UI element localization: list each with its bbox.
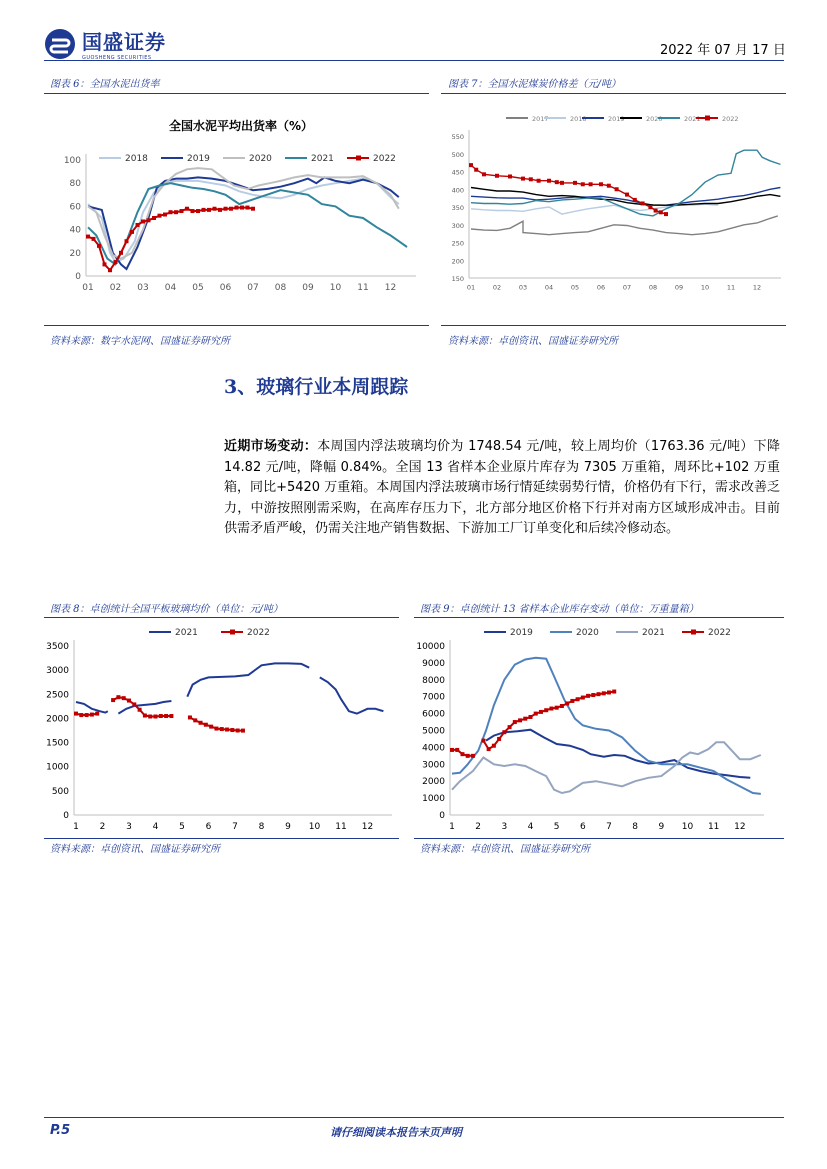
- data-point-2022: [116, 695, 120, 699]
- data-point-2022: [185, 207, 189, 211]
- x-tick-label: 06: [219, 283, 232, 293]
- x-tick-label: 05: [570, 283, 580, 292]
- data-point-2022: [460, 752, 464, 756]
- data-point-2022: [586, 694, 590, 698]
- legend-label: 2021: [684, 115, 701, 123]
- legend-label: 2021: [642, 628, 665, 638]
- y-tick-label: 60: [69, 202, 81, 213]
- y-tick-label: 6000: [422, 709, 445, 720]
- x-tick-label: 4: [152, 822, 159, 832]
- data-point-2022: [174, 210, 178, 214]
- data-point-2022: [224, 207, 228, 211]
- x-tick-label: 5: [179, 822, 185, 832]
- y-tick-label: 250: [451, 239, 464, 248]
- data-point-2022: [565, 701, 569, 705]
- data-point-2022: [235, 206, 239, 210]
- page-number: P.5: [50, 1123, 71, 1138]
- data-point-2022: [482, 172, 486, 176]
- data-point-2022: [158, 214, 162, 218]
- x-tick-label: 1: [449, 822, 455, 832]
- x-tick-label: 8: [258, 822, 265, 832]
- report-date: 2022 年 07 月 17 日: [660, 43, 786, 58]
- legend-label: 2021: [311, 154, 334, 164]
- x-tick-label: 03: [518, 283, 528, 292]
- x-tick-label: 12: [384, 283, 397, 293]
- data-point-2022: [497, 737, 501, 741]
- data-point-2022: [191, 209, 195, 213]
- data-point-2022: [474, 168, 478, 172]
- series-line-2021: [187, 663, 309, 696]
- legend-label: 2022: [708, 628, 731, 638]
- data-point-2022: [207, 208, 211, 212]
- y-tick-label: 0: [439, 811, 445, 821]
- series-line-2019: [88, 177, 399, 269]
- data-point-2022: [130, 230, 134, 234]
- fig8-source: 资料来源：卓创资讯、国盛证券研究所: [50, 844, 220, 855]
- section-body: 本周国内浮法玻璃均价为 1748.54 元/吨，较上周均价（1763.36 元/吨）下降 14.82 元/吨，降幅 0.84%。全国 13 省样本企业原片库存为 7305 万重箱，周环比+102 万重箱，同比+5420 万重箱。本周国内浮法玻璃市场行情延续弱势行情，价格仍有下行，需求改善乏力，中游按照刚需采购，在高库存压力下，北方部分地区价格下行并对南方区域形成冲击。目前供需矛盾严峻，仍需关注地产销售数据、下游加工厂订单变化和后续冷修动态。: [224, 439, 780, 536]
- header-rule: [44, 60, 784, 61]
- fig9-title: 图表 9：卓创统计 13 省样本企业库存变动（单位：万重量箱）: [420, 604, 699, 615]
- data-point-2022: [138, 708, 142, 712]
- data-point-2022: [95, 712, 99, 716]
- y-tick-label: 3500: [46, 642, 69, 652]
- data-point-2022: [141, 219, 145, 223]
- footer-rule: [44, 1117, 784, 1118]
- legend-label: 2021: [175, 628, 198, 638]
- fig8-bottom-rule: [44, 838, 399, 839]
- data-point-2022: [218, 208, 222, 212]
- legend-label: 2018: [570, 115, 587, 123]
- section-lead: 近期市场变动：: [224, 439, 318, 454]
- data-point-2022: [85, 713, 89, 717]
- data-point-2022: [97, 244, 101, 248]
- y-tick-label: 3000: [422, 760, 445, 771]
- legend-label: 2022: [247, 628, 270, 638]
- y-tick-label: 4000: [422, 743, 445, 754]
- y-tick-label: 150: [451, 275, 464, 283]
- data-point-2022: [481, 739, 485, 743]
- x-tick-label: 10: [329, 283, 342, 293]
- fig9-bottom-rule: [414, 838, 784, 839]
- x-tick-label: 11: [707, 822, 720, 832]
- data-point-2022: [466, 754, 470, 758]
- data-point-2022: [521, 177, 525, 181]
- data-point-2022: [641, 201, 645, 205]
- x-tick-label: 7: [606, 822, 612, 832]
- data-point-2022: [136, 223, 140, 227]
- x-tick-label: 12: [734, 822, 746, 832]
- x-tick-label: 3: [501, 822, 508, 832]
- section-paragraph: [224, 437, 780, 540]
- data-point-2022: [90, 713, 94, 717]
- data-point-2022: [450, 748, 454, 752]
- data-point-2022: [202, 208, 206, 212]
- legend-marker: [705, 116, 710, 121]
- fig9-chart: [414, 622, 784, 837]
- series-line-2021: [320, 677, 384, 713]
- series-line-2022: [471, 165, 666, 214]
- y-tick-label: 450: [451, 168, 464, 177]
- y-tick-label: 80: [69, 179, 81, 190]
- x-tick-label: 03: [137, 283, 149, 293]
- data-point-2022: [513, 720, 517, 724]
- y-tick-label: 550: [451, 133, 464, 141]
- y-tick-label: 9000: [422, 658, 445, 669]
- data-point-2022: [471, 754, 475, 758]
- y-tick-label: 500: [451, 150, 464, 159]
- series-line-2021: [118, 701, 171, 714]
- y-tick-label: 0: [75, 272, 81, 282]
- x-tick-label: 04: [544, 283, 554, 292]
- data-point-2022: [607, 690, 611, 694]
- data-point-2022: [125, 239, 129, 243]
- data-point-2022: [92, 237, 96, 241]
- data-point-2022: [654, 209, 658, 213]
- data-point-2022: [529, 177, 533, 181]
- data-point-2022: [159, 714, 163, 718]
- y-tick-label: 500: [51, 786, 69, 797]
- y-tick-label: 100: [63, 156, 81, 166]
- data-point-2022: [220, 727, 224, 731]
- fig7-bottom-rule: [441, 325, 786, 326]
- y-tick-label: 1000: [422, 794, 445, 805]
- data-point-2022: [547, 179, 551, 183]
- data-point-2022: [169, 714, 173, 718]
- data-point-2022: [143, 714, 147, 718]
- x-tick-label: 07: [622, 283, 632, 292]
- x-tick-label: 3: [126, 822, 132, 832]
- data-point-2022: [508, 725, 512, 729]
- data-point-2022: [573, 181, 577, 185]
- fig6-title: 图表 6：全国水泥出货率: [50, 79, 160, 90]
- data-point-2022: [607, 184, 611, 188]
- x-tick-label: 01: [82, 283, 94, 293]
- fig7-title: 图表 7：全国水泥煤炭价格差（元/吨）: [448, 79, 621, 90]
- data-point-2022: [148, 714, 152, 718]
- x-tick-label: 12: [752, 283, 762, 292]
- fig6-chart: [44, 100, 429, 320]
- data-point-2022: [79, 713, 83, 717]
- data-point-2022: [188, 715, 192, 719]
- data-point-2022: [74, 712, 78, 716]
- x-tick-label: 12: [361, 822, 374, 832]
- data-point-2022: [555, 180, 559, 184]
- data-point-2022: [495, 174, 499, 178]
- legend-label: 2017: [532, 115, 549, 123]
- y-tick-label: 400: [451, 186, 464, 195]
- data-point-2022: [560, 704, 564, 708]
- data-point-2022: [164, 714, 168, 718]
- fig6-source: 资料来源：数字水泥网、国盛证券研究所: [50, 336, 230, 347]
- y-tick-label: 300: [451, 221, 464, 230]
- data-point-2022: [469, 163, 473, 167]
- data-point-2022: [111, 698, 115, 702]
- data-point-2022: [589, 182, 593, 186]
- data-point-2022: [103, 262, 107, 266]
- data-point-2022: [152, 216, 156, 220]
- y-tick-label: 20: [69, 248, 81, 259]
- legend-label: 2022: [722, 115, 739, 123]
- data-point-2022: [236, 729, 240, 733]
- x-tick-label: 02: [492, 283, 502, 292]
- x-tick-label: 11: [335, 822, 347, 832]
- data-point-2022: [534, 712, 538, 716]
- fig8-title: 图表 8：卓创统计全国平板玻璃均价（单位：元/吨）: [50, 604, 283, 615]
- data-point-2022: [225, 728, 229, 732]
- x-tick-label: 06: [596, 283, 606, 292]
- data-point-2022: [251, 207, 255, 211]
- legend-label: 2019: [608, 115, 625, 123]
- data-point-2022: [529, 715, 533, 719]
- y-tick-label: 1500: [46, 738, 69, 749]
- data-point-2022: [119, 251, 123, 255]
- fig8-chart: [44, 622, 399, 837]
- data-point-2022: [633, 198, 637, 202]
- x-tick-label: 02: [109, 283, 122, 293]
- x-tick-label: 10: [681, 822, 694, 832]
- y-tick-label: 5000: [422, 726, 445, 737]
- data-point-2022: [570, 699, 574, 703]
- series-line-2017: [471, 216, 778, 235]
- series-line-2018: [471, 204, 718, 214]
- legend-marker: [356, 156, 361, 161]
- y-tick-label: 3000: [46, 666, 69, 677]
- fig9-top-rule: [414, 617, 784, 618]
- data-point-2022: [132, 702, 136, 706]
- x-tick-label: 6: [205, 822, 212, 832]
- data-point-2022: [648, 205, 652, 209]
- data-point-2022: [241, 729, 245, 733]
- data-point-2022: [518, 718, 522, 722]
- series-line-2021: [471, 150, 780, 216]
- data-point-2022: [659, 210, 663, 214]
- y-tick-label: 1000: [46, 762, 69, 773]
- x-tick-label: 01: [466, 283, 476, 292]
- data-point-2022: [612, 690, 616, 694]
- legend-label: 2020: [249, 154, 272, 164]
- fig9-source: 资料来源：卓创资讯、国盛证券研究所: [420, 844, 590, 855]
- data-point-2022: [492, 744, 496, 748]
- x-tick-label: 8: [632, 822, 639, 832]
- logo: [44, 26, 166, 61]
- data-point-2022: [537, 179, 541, 183]
- legend-label: 2022: [373, 154, 396, 164]
- data-point-2022: [230, 728, 234, 732]
- legend-label: 2018: [125, 154, 148, 164]
- x-tick-label: 9: [285, 822, 291, 832]
- data-point-2022: [539, 710, 543, 714]
- data-point-2022: [487, 747, 491, 751]
- fig8-top-rule: [44, 617, 399, 618]
- data-point-2022: [523, 717, 527, 721]
- legend-label: 2020: [576, 628, 599, 638]
- data-point-2022: [108, 268, 112, 272]
- y-tick-label: 2500: [46, 690, 69, 701]
- data-point-2022: [114, 260, 118, 264]
- fig6-bottom-rule: [44, 325, 429, 326]
- fig7-chart: [441, 108, 786, 298]
- data-point-2022: [204, 723, 208, 727]
- y-tick-label: 40: [69, 225, 81, 236]
- data-point-2022: [180, 209, 184, 213]
- data-point-2022: [625, 193, 629, 197]
- fig7-top-rule: [441, 93, 786, 94]
- data-point-2022: [502, 730, 506, 734]
- series-line-2021: [76, 702, 108, 713]
- x-tick-label: 1: [73, 822, 79, 832]
- x-tick-label: 08: [274, 283, 287, 293]
- data-point-2022: [544, 708, 548, 712]
- data-point-2022: [240, 206, 244, 210]
- chart-title: 全国水泥平均出货率（%）: [168, 119, 314, 133]
- x-tick-label: 7: [232, 822, 238, 832]
- x-tick-label: 09: [674, 283, 684, 292]
- data-point-2022: [599, 182, 603, 186]
- x-tick-label: 9: [658, 822, 665, 832]
- data-point-2022: [229, 207, 233, 211]
- data-point-2022: [147, 218, 151, 222]
- section-title: 3、玻璃行业本周跟踪: [224, 376, 409, 398]
- y-tick-label: 7000: [422, 692, 445, 703]
- data-point-2022: [214, 727, 218, 731]
- legend-label: 2019: [510, 628, 533, 638]
- logo-mark-icon: [44, 28, 76, 60]
- data-point-2022: [602, 691, 606, 695]
- data-point-2022: [576, 697, 580, 701]
- data-point-2022: [508, 174, 512, 178]
- x-tick-label: 11: [357, 283, 369, 293]
- y-tick-label: 2000: [422, 777, 445, 788]
- x-tick-label: 6: [579, 822, 586, 832]
- data-point-2022: [555, 706, 559, 710]
- legend-label: 2019: [187, 154, 210, 164]
- x-tick-label: 09: [302, 283, 314, 293]
- data-point-2022: [169, 210, 173, 214]
- series-line-2021: [452, 742, 761, 793]
- footer-disclaimer: 请仔细阅读本报告末页声明: [330, 1126, 462, 1139]
- fig6-top-rule: [44, 93, 429, 94]
- data-point-2022: [199, 721, 203, 725]
- x-tick-label: 11: [726, 283, 736, 292]
- data-point-2022: [86, 235, 90, 239]
- x-tick-label: 08: [648, 283, 658, 292]
- data-point-2022: [163, 213, 167, 217]
- data-point-2022: [154, 714, 158, 718]
- y-tick-label: 10000: [416, 642, 445, 652]
- data-point-2022: [560, 181, 564, 185]
- x-tick-label: 07: [247, 283, 259, 293]
- data-point-2022: [664, 212, 668, 216]
- legend-label: 2020: [646, 115, 663, 123]
- legend-marker: [691, 630, 696, 635]
- y-tick-label: 0: [63, 811, 69, 821]
- data-point-2022: [455, 748, 459, 752]
- y-tick-label: 350: [451, 204, 464, 212]
- data-point-2022: [196, 209, 200, 213]
- series-line-2022: [88, 208, 253, 271]
- y-tick-label: 8000: [422, 675, 445, 686]
- data-point-2022: [246, 206, 250, 210]
- data-point-2022: [549, 707, 553, 711]
- data-point-2022: [615, 187, 619, 191]
- legend-marker: [230, 630, 235, 635]
- x-tick-label: 05: [192, 283, 204, 293]
- data-point-2022: [127, 699, 131, 703]
- x-tick-label: 2: [475, 822, 482, 832]
- fig7-source: 资料来源：卓创资讯、国盛证券研究所: [448, 336, 618, 347]
- data-point-2022: [213, 207, 217, 211]
- x-tick-label: 10: [308, 822, 321, 832]
- x-tick-label: 5: [553, 822, 560, 832]
- data-point-2022: [581, 182, 585, 186]
- data-point-2022: [193, 718, 197, 722]
- x-tick-label: 10: [700, 283, 710, 292]
- x-tick-label: 04: [164, 283, 177, 293]
- y-tick-label: 200: [451, 257, 464, 266]
- data-point-2022: [597, 692, 601, 696]
- x-tick-label: 4: [527, 822, 534, 832]
- data-point-2022: [122, 696, 126, 700]
- data-point-2022: [581, 696, 585, 700]
- brand-sub: GUOSHENG SECURITIES: [82, 55, 152, 61]
- data-point-2022: [209, 725, 213, 729]
- y-tick-label: 2000: [46, 714, 69, 725]
- x-tick-label: 2: [99, 822, 106, 832]
- brand-name: 国盛证券: [82, 30, 166, 54]
- data-point-2022: [591, 693, 595, 697]
